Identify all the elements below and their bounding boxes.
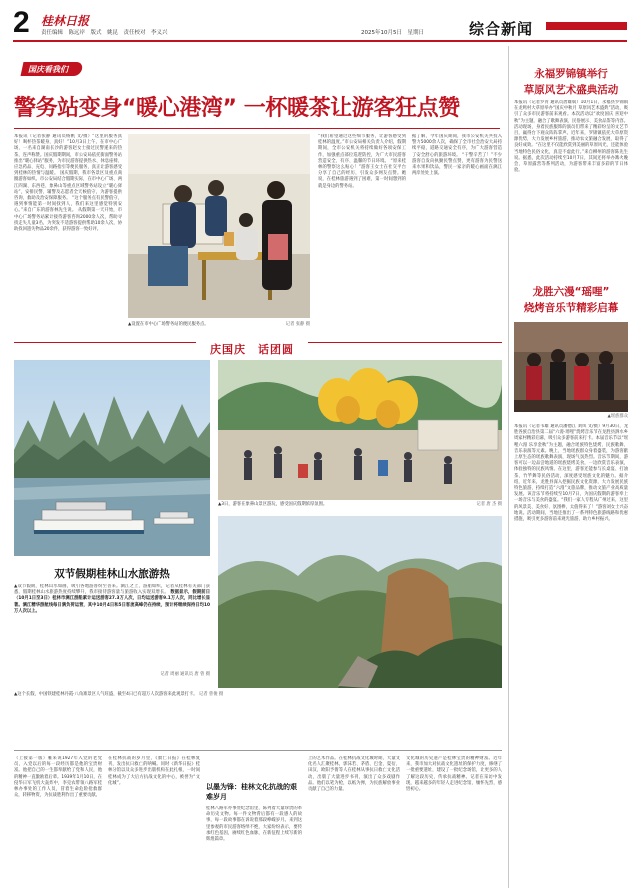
lead-headline: 警务站变身“暖心港湾” 一杯暖茶让游客狂点赞 — [14, 96, 460, 121]
issue-date: 2025年10月5日 星期日 — [361, 30, 424, 36]
lead-headline-rule — [14, 128, 500, 129]
art-headline-1: 永福罗锦镇举行 — [534, 68, 608, 80]
music-headline-1: 龙胜六漫“瑶哩” — [532, 286, 610, 298]
lead-photo-caption-text: ▲设置在市中心广场警务站的便民服务点。 — [128, 322, 209, 327]
festival-caption-text: ▲3日，游客在象鼻山景区游玩，感受国庆假期浓厚氛围。 — [218, 502, 328, 507]
music-text-body: 本报讯（记者韦雄 通讯员潘德江 刘凤 文/摄）9月30日，龙胜各族自治县第二届“六漫·瑶哩”烧烤音乐节在龙胜县泗水乡周家村精彩启幕，吸引众多游客前来打卡。本届音乐节以“瑶哩六漫 乐享金秋”为主题，融合瑶族特色烧烤、民族歌舞、音乐表演等元素。晚上，当地瑶族群众身着盛装，为游客献上原生态的瑶族歌舞表演，现场气氛热烈。音乐节期间，游客可以一边品尝地道的瑶族烧烤美食，一边欣赏音乐表演，体验独特的民族风情。在这里，游客还能参与长桌宴、打油茶、竹竿舞等民俗活动，深度感受瑶族文化的魅力。据介绍，近年来，龙胜县深入挖掘民族文化资源，大力发展民族特色旅游，持续打造“六漫”文旅品牌，推动文旅产业高质量发展。该音乐节将持续至10月7日，为国庆假期的游客奉上一场音乐与美食的盛宴。“我们一家人专程从广州过来，这里的风景美、美食好、氛围棒，太值得来了！”游客刘女士兴奋地说。活动期间，当地还推出了一系列特色旅游线路和优惠措施，吸引更多游客前来观光旅游，助力乡村振兴。 — [514, 424, 628, 523]
art-text — [514, 100, 628, 272]
bottom-col-2 — [108, 756, 200, 888]
boat-text — [14, 584, 210, 670]
danxia-caption — [14, 692, 502, 698]
bottom-col-4 — [308, 756, 400, 888]
lead-photo-caption — [128, 322, 310, 328]
holiday-banner — [196, 338, 308, 354]
lead-mid-1: “我们希望通过这些细节服务，让游客感受到桂林的温度。”市公安局相关负责人介绍，假期期间，全市公安机关将持续做好各项安保工作，加强重点部位巡逻防控，为广大市民游客营造安全、有序、温馨的节日环境。 — [318, 134, 406, 164]
bottom-col-3 — [206, 756, 302, 888]
bottom-col-1 — [14, 756, 102, 888]
page-number: 2 — [13, 6, 30, 39]
lead-intro-4: 从假期第一天开始，市中心广场警务站累计接待游客咨询2000余人次，帮助寻找走失儿童3名，为突发不适游客提供帮助10余人次，协助找回遗失物品20余件，获得游客一致好评。 — [14, 208, 122, 233]
art-text-body: 本报讯（记者罗青 通讯员唐雄斌）10月1日，永福县罗锦镇在龙鸣村大草原举办“国庆中秋月 草原风艺术盛典”活动，吸引了众多市民游客前来观看。本次活动以“欢度国庆 喜迎中秋”为主题，融合了歌舞表演、民俗展示、美食品鉴等内容。活动现场，身着民族服饰的演员们带来了精彩纷呈的文艺节目，赢得台下观众阵阵掌声。近年来，罗锦镇依托大草原资源优势，大力发展乡村旅游，推动农文旅融合发展，取得了良好成效。“在这里不仅能欣赏到美丽的草原风光，还能体验当地特色民俗文化，真是不虚此行。”来自柳州的游客陈先生说。据悉，此次活动持续至10月7日，其间还将举办篝火晚会、草原露营等系列活动，为游客带来丰富多彩的节日体验。 — [514, 100, 628, 174]
bottom-rule — [14, 750, 502, 751]
lead-mid-2: “原来桂林的警察这么贴心！”游客王女士在社交平台分享了自己的经历，引发众多网友点赞。她说，在桂林旅游遇到了困难，第一时间想到的就是身边的警务站。 — [318, 158, 406, 189]
bottom-col-4-text: 上的艺术作品。在桂林抗战文化城时期，大量文化名人汇聚桂林，郭沫若、茅盾、巴金、夏衍、田汉、欧阳予倩等人在桂林从事抗日救亡文化活动，出版了大量进步书刊，演出了众多戏剧作品。他们以笔为枪，以纸为弹，为民族解放事业贡献了自己的力量。 — [308, 756, 400, 793]
right-column-divider — [508, 46, 509, 888]
art-headline-2: 草原风艺术盛典活动 — [523, 84, 619, 96]
bottom-col-1-text: （上接第一版）雁来说1927年入党的老党员，入党以后的每一段经历都是他的宝贵财富。他把自己的一生都奉献给了党和人民，他的精神一直激励着后辈。1939年1月10日，在侵华日军飞机大轰炸中，李克农带领八路军桂林办事处的工作人员，冒着生命危险抢救群众，转移物资，为抗战胜利作出了重要贡献。 — [14, 756, 102, 799]
bottom-col-5-text: 文化城的历史遗产是桂林宝贵的精神财富。近年来，我市加大对抗战文化遗址的保护力度，修缮了一批重要遗址，建设了一批纪念场馆，让更多的人了解这段历史，传承抗战精神。记者在采访中发现，越来越多的年轻人走进纪念馆，缅怀先烈，感悟初心。 — [406, 756, 502, 793]
lead-intro-3: “这个服务点有民警值守，遇到事情能第一时间找到人，我们来这里感觉特别安心。”来自广东的游客林先生说。 — [14, 196, 122, 214]
music-photo — [514, 322, 628, 412]
boat-credit: 记者 周丽 通讯员 唐 曾 摄 — [160, 672, 210, 677]
music-text — [514, 424, 628, 888]
section-red-bar — [546, 22, 627, 30]
festival-caption — [218, 502, 502, 508]
lead-mid-3: 据了解，今年国庆期间，我市公安机关共投入警力5000余人次，确保了全市社会治安大局持续平稳，道路交通安全有序，为广大游客营造了安全舒心的旅游环境。 — [412, 134, 502, 158]
lead-photo-credit: 记者 张静 摄 — [285, 322, 310, 327]
festival-photo — [218, 360, 502, 500]
bottom-col-5 — [406, 756, 502, 888]
lead-text-left — [14, 134, 122, 330]
lead-intro-2: 国庆假期，我市各景区及重点商圈游客如织。市公安局结合假期实际，在市中心广场、两江四湖、东西巷、象鼻山等重点区域警务站设立“暖心驿站”，安排民警、辅警及志愿者全天候值守，为游客提供咨询、救助及治安保障服务。 — [14, 171, 122, 202]
music-headline-2: 烧烤音乐节精彩启幕 — [523, 302, 619, 314]
music-photo-caption: ▲瑶族群众 — [607, 414, 628, 419]
boat-headline: 双节假期桂林山水旅游热 — [54, 568, 170, 580]
danxia-photo — [218, 516, 502, 688]
lead-text-right — [412, 134, 502, 330]
boat-data: 数据显示，假期前日（10月1日至3日）桂林市漓江游船累计运送游客27.3万人次，日均运送游客9.1万人次，同比增长显著。漓江精华游航线每日满负荷运营，其中10月4日和5日客流高峰仍在持续，预计将继续保持日均10万人次以上。 — [14, 590, 210, 614]
bottom-col-3-text: 桂林八路军办事处纪念馆里，陈列着大量珍贵的革命历史文物。每一件文物背后都有一段感人的故事，每一段故事都在诉说着那段峥嵘岁月。来到这里参观的市民游客络绎不绝，大家纷纷表示，要传承红色基因，赓续红色血脉，在新征程上续写新的辉煌篇章。 — [206, 806, 302, 843]
editor-credits: 责任编辑 陈远岸 版式 姚昆 责任校对 李义兴 — [41, 30, 168, 36]
bottom-col-2-text: 在桂林抗战的岁月里，《救亡日报》在桂林复刊，发出抗日救亡的呐喊。同时《新华日报》桂林分馆以及众多进步出版机构在此扎根，一时间桂林成为了大后方抗战文化的中心，被誉为“文化城”。 — [108, 756, 200, 786]
bottom-col-3-head: 以墨为锋：桂林文化抗战的艰难岁月 — [206, 783, 297, 801]
danxia-caption-text: ▲这个长假，中国铁建桂林丹霞·八角寨景区人气旺盛，截至4日已有超万人次游客来此观景打卡。 — [14, 692, 198, 697]
lead-photo — [128, 134, 310, 318]
masthead-rule — [13, 40, 627, 42]
lead-mid-4: “干警辛苦了！”不少游客自发向执勤民警点赞，更有游客为民警送来水果和饮品，警民一家亲的暖心画面在漓江两岸处处上演。 — [412, 152, 502, 177]
danxia-credit: 记者 曾俊 摄 — [198, 692, 224, 697]
lead-text-mid — [318, 134, 406, 330]
lead-tag-label: 国庆看我们 — [28, 65, 68, 74]
holiday-banner-title: 庆国庆 话团圆 — [210, 343, 294, 356]
lead-intro-1: 本报讯（记者张静 通讯员杨帆 文/摄）“这里的服务真好！喝杯热茶暖身，真好！”10月3日上午，在市中心广场，一名来自湖南长沙的游客赵女士接过民警递来的热茶，连声称赞。国庆假期期间，市公安局依托街面警务站推出“暖心驿站”服务，为市民游客提供热水、休息座椅、应急药品、充电、问路指引等便民服务，真正让游客感受到桂林的热情与温暖。 — [14, 134, 122, 177]
festival-credit: 记者 唐 杰 摄 — [476, 502, 502, 507]
paper-name: 桂林日报 — [41, 14, 90, 28]
boat-caption: ▲双节假期，桂林山水如画，吸引各地游客纷至沓来。漓江之上，游船如织，记者从桂林有关部门获悉，假期桂林山水旅游热度持续攀升，我市接待游客量与旅游收入实现双增长。 — [14, 584, 210, 596]
li-river-photo — [14, 360, 210, 556]
section-title: 综合新闻 — [469, 20, 534, 38]
